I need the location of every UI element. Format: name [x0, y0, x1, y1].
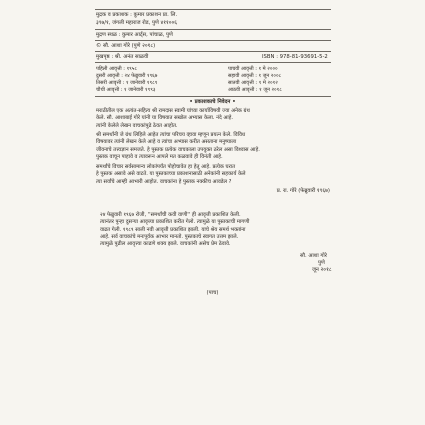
note-paragraph [100, 212, 249, 248]
top-rule [95, 9, 331, 10]
cover-credit: मुखपृष्ठ : श्री. अनंत साळवी [96, 54, 149, 60]
page-number: (पाच) [206, 290, 219, 296]
edition-item: सहावी आवृत्ती : १ जून २००८ [228, 73, 282, 79]
edition-item: तिसरी आवृत्ती : १ जानेवारी १९८९ [96, 80, 158, 86]
preface-paragraph-1 [96, 108, 250, 130]
edition-item: सातवी आवृत्ती : १ मे २०१२ [228, 80, 278, 86]
text-line: २४ फेब्रुवारी १९६७ रोजी, ''समर्थांची कवी वाणी'' ही आवृत्ती प्रकाशित केली. [100, 212, 241, 218]
text-line: वाढत गेली. १९८९ साली नवी आवृत्ती प्रकाशित झाली. याचे श्रेय समर्थ भक्तांना [100, 226, 246, 233]
rule [95, 51, 331, 52]
text-line: पुस्तक वाचून पाहावे व त्यावरून आपले मत कळवावे ही विनंती आहे. [96, 153, 223, 160]
text-line: केले. सौ. आशाबाई गोरे यांनी या विषयात सखोल अभ्यास केला. नंदे आहे. [96, 115, 234, 122]
rule [95, 40, 331, 41]
text-line: त्यानंतर पुन्हा दुसऱ्या आवृत्त्या प्रकाशित करीत गेलो. त्यामुळे या पुस्तकाची मागणी [100, 219, 250, 226]
preface-paragraph-3 [96, 164, 246, 186]
text-line: त्या सर्वांचे आम्ही आभारी आहोत. वाचकांना हे पुस्तक नक्कीच आवडेल ? [96, 178, 232, 185]
edition-item: आठवी आवृत्ती : १ जून २०१८ [228, 87, 282, 93]
edition-item: पहिली आवृत्ती : १९५८ [96, 66, 137, 72]
text-line: श्री समर्थांनी जे ग्रंथ लिहिले आहेत त्यांचा परिचय व्हावा म्हणून प्रयत्न केले. विविध [96, 132, 246, 138]
print-place-line: मुद्रण स्थळ : कुमार आर्ट्स, पांचाळ, पुणे [96, 32, 173, 38]
edition-item: दुसरी आवृत्ती : २४ फेब्रुवारी १९६७ [96, 73, 158, 79]
text-line: त्यांनी केलेले लेखन वाचकांपुढे ठेवत आहोत. [96, 122, 178, 129]
publisher-line-2: ३९७/१, जंगली महाराज रोड, पुणे ४११००६ [96, 20, 178, 26]
preface-paragraph-2 [96, 132, 260, 161]
text-line: त्यामुळे पुढील आवृत्त्या काढणे शक्य झाले. वाचकांनी असेच प्रेम ठेवावे. [100, 241, 231, 248]
text-line: समर्थांचे विचार सर्वसामान्य लोकांपर्यंत पोहोचावेत हा हेतू आहे. प्रत्येक घरात [96, 164, 236, 170]
preface-heading: • प्रकाशकाचे निवेदन • [189, 99, 236, 105]
isbn: ISBN : 978-81-93691-5-2 [262, 54, 328, 60]
text-line: विषयावर त्यांनी लेखन केले आहे व त्यांचा अभ्यास करीत असताना मनुष्याला [96, 139, 237, 146]
rule [95, 96, 331, 97]
text-line: मराठीतील एक अत्यंत-सहित्य श्री रामदास स्वामी यांच्या कार्याविषयी ज्या अनेक ग्रंथ [96, 108, 250, 114]
text-line: जीवनाचे तत्त्वज्ञान समजते. हे पुस्तक प्रत्येक वाचकाला उपयुक्त ठरेल असा विश्वास आहे. [96, 146, 260, 153]
rule [95, 29, 331, 30]
edition-item: चौथी आवृत्ती : १ जानेवारी १९९३ [96, 87, 156, 93]
edition-item: पाचवी आवृत्ती : १ मे २००० [228, 66, 278, 72]
publisher-line-1: मुद्रक व प्रकाशक : कुमार प्रकाशन प्रा. लि. [96, 12, 178, 18]
rule [95, 62, 331, 63]
copyright-line: © सौ. आशा गोरे (पुणे २०१८) [96, 43, 156, 49]
preface-signature: प्र. रा. गोरे (फेब्रुवारी १९६७) [276, 188, 330, 194]
text-line: आहे. सर्व वाचकांचे मनःपूर्वक आभार मानतो. पुस्तकाचे स्वागत उत्तम झाले. [100, 233, 239, 240]
text-line: हे पुस्तक असावे असे वाटते. या पुस्तकाच्या प्रकाशनासाठी अनेकांनी सहकार्य केले [96, 171, 246, 178]
note-signature-year: जून २०१८ [312, 267, 332, 273]
note-signature-name: सौ. आशा गोरे [300, 253, 327, 259]
note-signature-place: पुणे [318, 260, 325, 266]
